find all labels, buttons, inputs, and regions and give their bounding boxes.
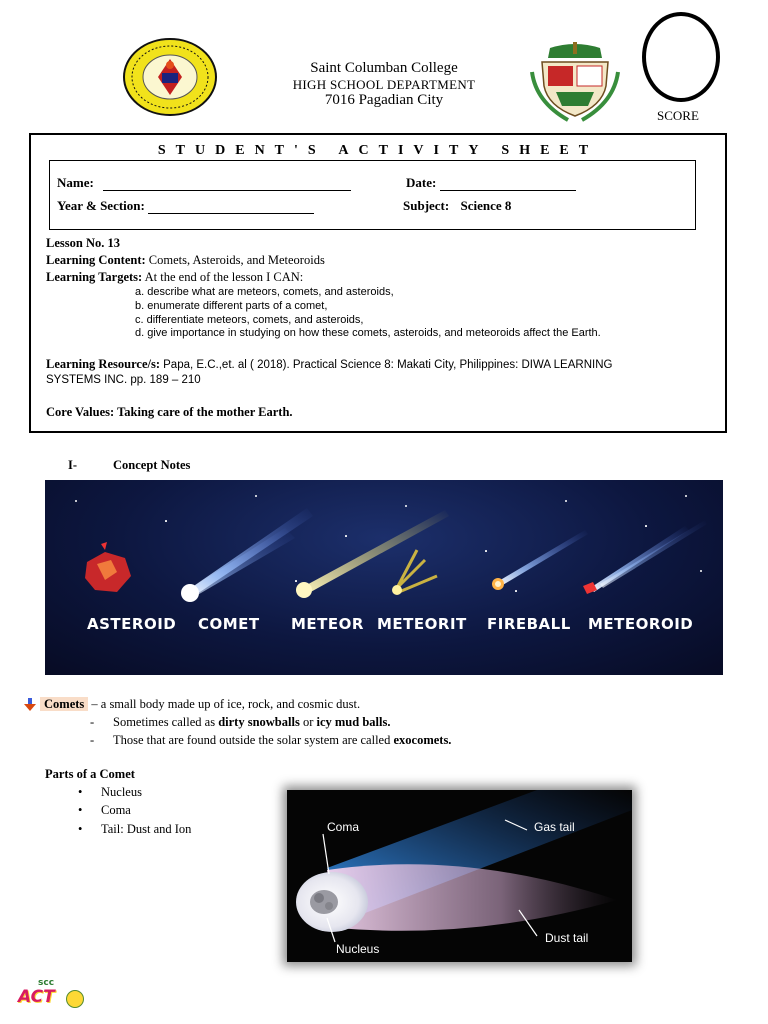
diocese-coat-of-arms (528, 42, 622, 122)
learning-targets-label: Learning Targets: (46, 270, 143, 284)
label-asteroid: ASTEROID (87, 615, 177, 633)
target-item: b. enumerate different parts of a comet, (135, 300, 328, 312)
year-section-field[interactable] (57, 198, 314, 214)
scc-act-logo (10, 978, 88, 1018)
label-nucleus: Nucleus (336, 942, 380, 956)
learning-content-value: Comets, Asteroids, and Meteoroids (148, 253, 325, 267)
nickname-intro: Sometimes called as (113, 715, 219, 729)
label-meteoroid: METEOROID (588, 615, 694, 633)
learning-resources (46, 356, 716, 374)
date-label: Date: (406, 175, 437, 190)
learning-resource-line1: Papa, E.C.,et. al ( 2018). Practical Science 8: Makati City, Philippines: DIWA LEARNING (163, 359, 613, 371)
nickname-or: or (299, 715, 317, 729)
part-item: Nucleus (101, 785, 142, 799)
target-item: a. describe what are meteors, comets, and asteroids, (135, 286, 394, 298)
bullet-dot: • (78, 785, 83, 799)
name-line[interactable] (103, 178, 351, 191)
subject-field (403, 198, 511, 214)
target-item: c. differentiate meteors, comets, and asteroids, (135, 314, 364, 326)
space-objects-art (45, 480, 723, 610)
year-section-label: Year & Section: (57, 198, 145, 213)
comet-parts-diagram (287, 790, 632, 962)
lesson-number: Lesson No. 13 (46, 236, 120, 250)
nickname-icy-mud-balls: icy mud balls. (316, 715, 391, 729)
label-meteorit: METEORIT (377, 615, 467, 633)
date-field[interactable] (406, 175, 576, 191)
date-line[interactable] (440, 178, 576, 191)
learning-content-label: Learning Content: (46, 253, 146, 267)
exocomets-term: exocomets. (393, 733, 452, 747)
score-circle[interactable] (642, 12, 720, 102)
name-field[interactable] (57, 175, 351, 191)
label-meteor: METEOR (291, 615, 364, 633)
year-section-line[interactable] (148, 201, 314, 214)
dash-bullet: - (90, 733, 95, 747)
parts-heading: Parts of a Comet (45, 767, 135, 781)
section-numeral: I- (68, 458, 78, 472)
concept-notes-heading: Concept Notes (113, 458, 191, 472)
logo-smiley-icon (66, 990, 84, 1008)
bullet-dot: • (78, 822, 83, 836)
name-label: Name: (57, 175, 94, 190)
part-item: Coma (101, 803, 131, 817)
exocomets-note (113, 732, 451, 749)
learning-content (46, 252, 325, 269)
label-coma: Coma (327, 820, 360, 834)
student-info-box (49, 160, 696, 230)
comets-term: Comets (40, 697, 88, 711)
arrow-down-icon (24, 698, 36, 717)
learning-resource-line2: SYSTEMS INC. pp. 189 – 210 (46, 374, 201, 386)
bullet-dot: • (78, 803, 83, 817)
learning-targets (46, 269, 303, 286)
label-gas-tail: Gas tail (534, 820, 575, 834)
sheet-title: STUDENT'S ACTIVITY SHEET (157, 143, 599, 158)
label-fireball: FIREBALL (487, 615, 571, 633)
score-label: SCORE (657, 108, 699, 123)
subject-label: Subject: (403, 198, 450, 213)
logo-act-text: ACT (18, 987, 55, 1007)
nickname-dirty-snowballs: dirty snowballs (218, 715, 300, 729)
subject-value: Science 8 (460, 198, 512, 213)
school-name: Saint Columban College (310, 60, 458, 76)
comets-definition-text: – a small body made up of ice, rock, and cosmic dust. (88, 697, 361, 711)
core-values: Core Values: Taking care of the mother Earth. (46, 405, 293, 419)
dash-bullet: - (90, 715, 95, 729)
space-objects-image (45, 480, 723, 675)
logo-scc-text: scc (38, 978, 55, 988)
department-name: HIGH SCHOOL DEPARTMENT (292, 77, 476, 92)
target-item: d. give importance in studying on how these comets, asteroids, and meteoroids affect the Earth. (135, 327, 601, 339)
learning-targets-intro: At the end of the lesson I CAN: (144, 270, 304, 284)
learning-resource-label: Learning Resource/s: (46, 357, 160, 371)
label-comet: COMET (198, 615, 260, 633)
comet-nickname (113, 714, 390, 731)
label-dust-tail: Dust tail (545, 931, 589, 945)
part-item: Tail: Dust and Ion (101, 822, 192, 836)
exocomets-intro: Those that are found outside the solar system are called (113, 733, 394, 747)
comets-definition (40, 696, 360, 713)
school-city: 7016 Pagadian City (324, 92, 444, 108)
